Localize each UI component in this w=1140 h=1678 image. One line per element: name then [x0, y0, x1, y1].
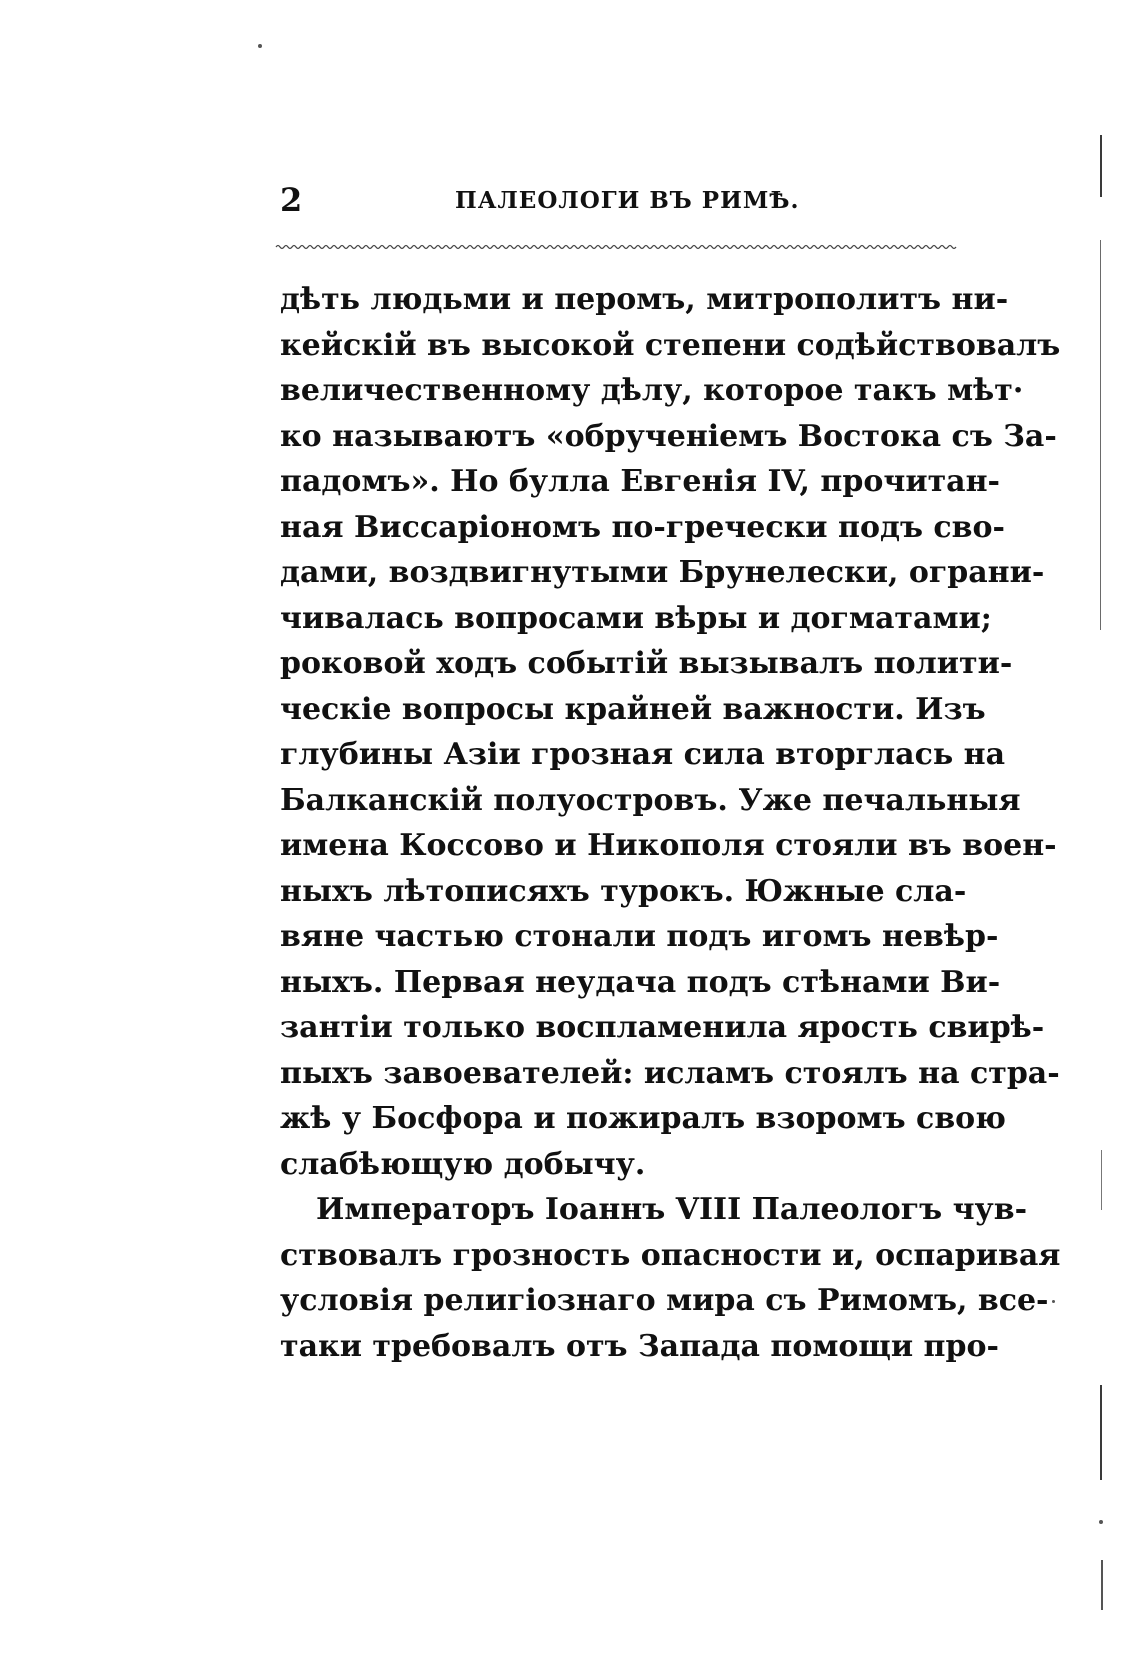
- page-edge-line: [1100, 1385, 1102, 1480]
- text-line: падомъ». Но булла Евгенія IV, прочитан-: [280, 464, 1000, 499]
- text-line: вяне частью стонали подъ игомъ невѣр-: [280, 919, 999, 954]
- page-number: 2: [280, 181, 303, 219]
- page-edge-line: [1100, 135, 1102, 197]
- scan-speck: [1099, 1520, 1103, 1524]
- text-line: имена Коссово и Никополя стояли въ воен-: [280, 828, 1057, 863]
- text-line: глубины Азіи грозная сила вторглась на: [280, 737, 1006, 772]
- page-edge-line: [1101, 1150, 1102, 1210]
- page-header: [280, 180, 960, 230]
- running-title: ПАЛЕОЛОГИ ВЪ РИМѢ.: [455, 187, 800, 214]
- text-line: условія религіознаго мира съ Римомъ, все-: [280, 1283, 1049, 1318]
- text-line: дѣть людьми и перомъ, митрополитъ ни-: [280, 282, 1009, 317]
- text-line: ная Виссаріономъ по-гречески подъ сво-: [280, 509, 1005, 545]
- scan-speck: [258, 44, 262, 48]
- text-line: Балканскій полуостровъ. Уже печальныя: [280, 782, 1021, 818]
- text-line: таки требовалъ отъ Запада помощи про-: [280, 1328, 999, 1364]
- text-line: ныхъ. Первая неудача подъ стѣнами Ви-: [280, 964, 1001, 1000]
- page-edge-line: [1100, 240, 1101, 630]
- text-line: жѣ у Босфора и пожиралъ взоромъ свою: [280, 1101, 1006, 1136]
- page-edge-line: [1101, 1560, 1103, 1610]
- header-rule: [276, 244, 959, 250]
- text-line: величественному дѣлу, которое такъ мѣт·: [280, 373, 1024, 408]
- text-line: роковой ходъ событій вызывалъ полити-: [280, 646, 1013, 681]
- text-line: зантіи только воспламенила ярость свирѣ-: [280, 1010, 1045, 1045]
- text-line: ныхъ лѣтописяхъ турокъ. Южные сла-: [280, 873, 967, 909]
- text-line: пыхъ завоевателей: исламъ стоялъ на стра-: [280, 1055, 1060, 1091]
- text-line: Императоръ Іоаннъ VIII Палеологъ чув-: [316, 1192, 1028, 1227]
- scan-speck: [1052, 1300, 1055, 1303]
- text-line: ствовалъ грозность опасности и, оспаривая: [280, 1237, 1061, 1273]
- text-line: слабѣющую добычу.: [280, 1146, 646, 1182]
- text-line: ко называютъ «обрученіемъ Востока съ За-: [280, 418, 1057, 454]
- text-line: ческіе вопросы крайней важности. Изъ: [280, 691, 986, 727]
- text-line: дами, воздвигнутыми Брунелески, ограни-: [280, 555, 1045, 590]
- text-line: кейскій въ высокой степени содѣйствовалъ: [280, 327, 1061, 363]
- body-text: [280, 277, 1061, 1369]
- text-line: чивалась вопросами вѣры и догматами;: [280, 600, 992, 636]
